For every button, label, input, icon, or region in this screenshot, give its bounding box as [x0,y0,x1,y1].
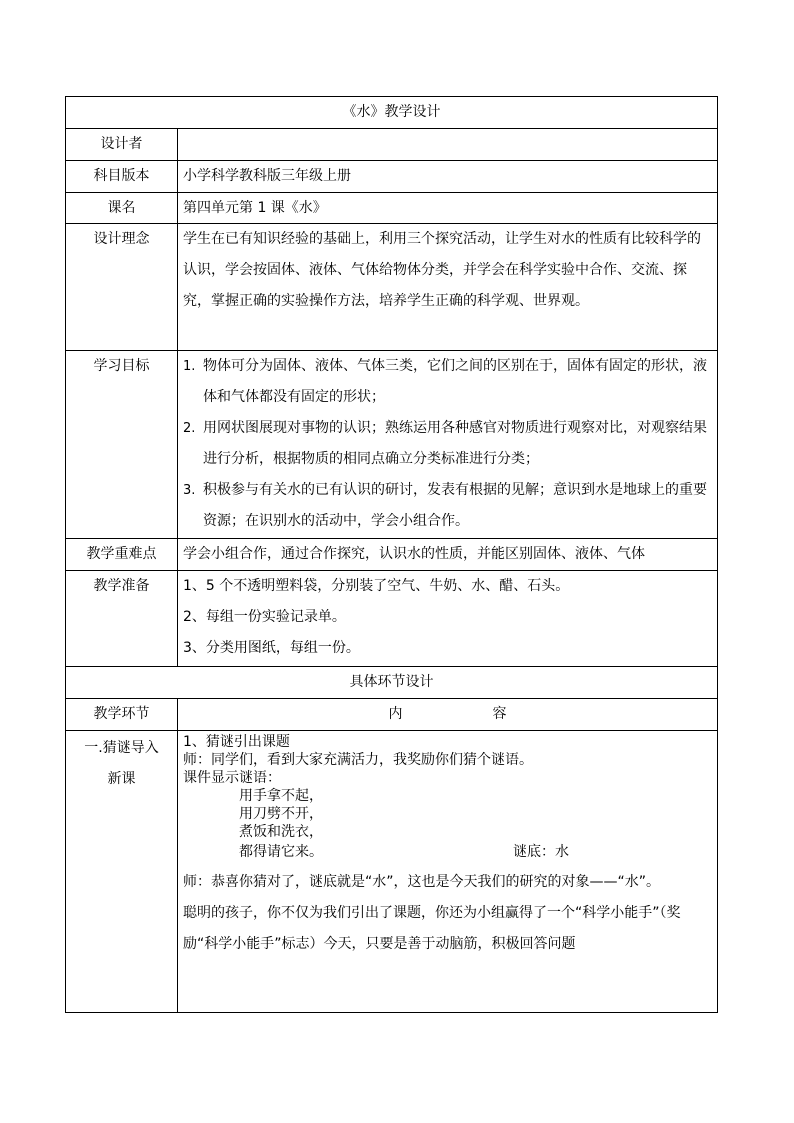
prep-list [178,571,718,667]
riddle-line: 用刀劈不开， [239,806,323,822]
content-header-left: 内 [388,706,403,722]
courseware-line: 课件显示谜语： [183,770,281,786]
objective-number: 2. [183,421,196,436]
edition-value: 小学科学教科版三年级上册 [178,161,718,193]
objective-item [183,351,712,413]
objective-item [183,413,712,475]
objective-text: 积极参与有关水的已有认识的研讨，发表有根据的见解；意识到水是地球上的重要资源；在识别水的活动中，学会小组合作。 [203,482,707,529]
objective-text: 用网状图展现对事物的认识；熟练运用各种感官对物质进行观察对比，对观察结果进行分析，根据物质的相同点确立分类标准进行分类； [203,420,707,467]
prep-item: 3、分类用图纸，每组一份。 [183,640,360,656]
objectives-list [178,351,718,539]
objective-item [183,475,712,537]
teacher-line-1: 师：同学们，看到大家充满活力，我奖励你们猜个谜语。 [183,752,533,768]
riddle-line: 用手拿不起， [239,788,323,804]
prep-item: 1、5 个不透明塑料袋，分别装了空气、牛奶、水、醋、石头。 [183,578,570,594]
content-header-right: 容 [492,706,507,722]
concept-value: 学生在已有知识经验的基础上，利用三个探究活动，让学生对水的性质有比较科学的认识，学会按固体、液体、气体给物体分类，并学会在科学实验中合作、交流、探究，掌握正确的实验操作方法，培养学生正确的科学观、世界观。 [178,224,718,351]
stage1-heading: 1、猜谜引出课题 [183,734,290,750]
prep-label: 教学准备 [66,571,178,667]
riddle-line: 都得请它来。 [239,844,323,860]
stage1-content [178,731,718,1013]
key-points-value: 学会小组合作，通过合作探究，认识水的性质，并能区别固体、液体、气体 [178,539,718,571]
stage1-label-line1: 一.猜谜导入 [84,740,159,756]
document-title: 《水》教学设计 [66,97,718,129]
riddle-answer: 谜底：水 [513,844,569,860]
objectives-label: 学习目标 [66,351,178,539]
objective-number: 1. [183,359,196,374]
riddle-last-row [183,841,712,863]
designer-label: 设计者 [66,129,178,161]
teacher-line-2: 师：恭喜你猜对了，谜底就是“水”，这也是今天我们的研究的对象——“水”。 [183,874,661,890]
riddle-line: 煮饭和洗衣， [239,824,323,840]
praise-paragraph: 聪明的孩子，你不仅为我们引出了课题，你还为小组赢得了一个“科学小能手”（奖励“科学小能手”标志）今天，只要是善于动脑筋，积极回答问题 [183,905,681,952]
lesson-plan-table [65,96,718,1013]
prep-item: 2、每组一份实验记录单。 [183,609,346,625]
stage1-label [66,731,178,1013]
edition-label: 科目版本 [66,161,178,193]
objective-text: 物体可分为固体、液体、气体三类，它们之间的区别在于，固体有固定的形状，液体和气体都没有固定的形状； [203,358,707,405]
stage-header-label: 教学环节 [66,699,178,731]
course-label: 课名 [66,193,178,224]
course-value: 第四单元第 1 课《水》 [178,193,718,224]
section-title: 具体环节设计 [66,667,718,699]
key-points-label: 教学重难点 [66,539,178,571]
objective-number: 3. [183,483,196,498]
concept-label: 设计理念 [66,224,178,351]
designer-value [178,129,718,161]
stage1-label-line2: 新课 [107,771,136,787]
content-header [178,699,718,731]
